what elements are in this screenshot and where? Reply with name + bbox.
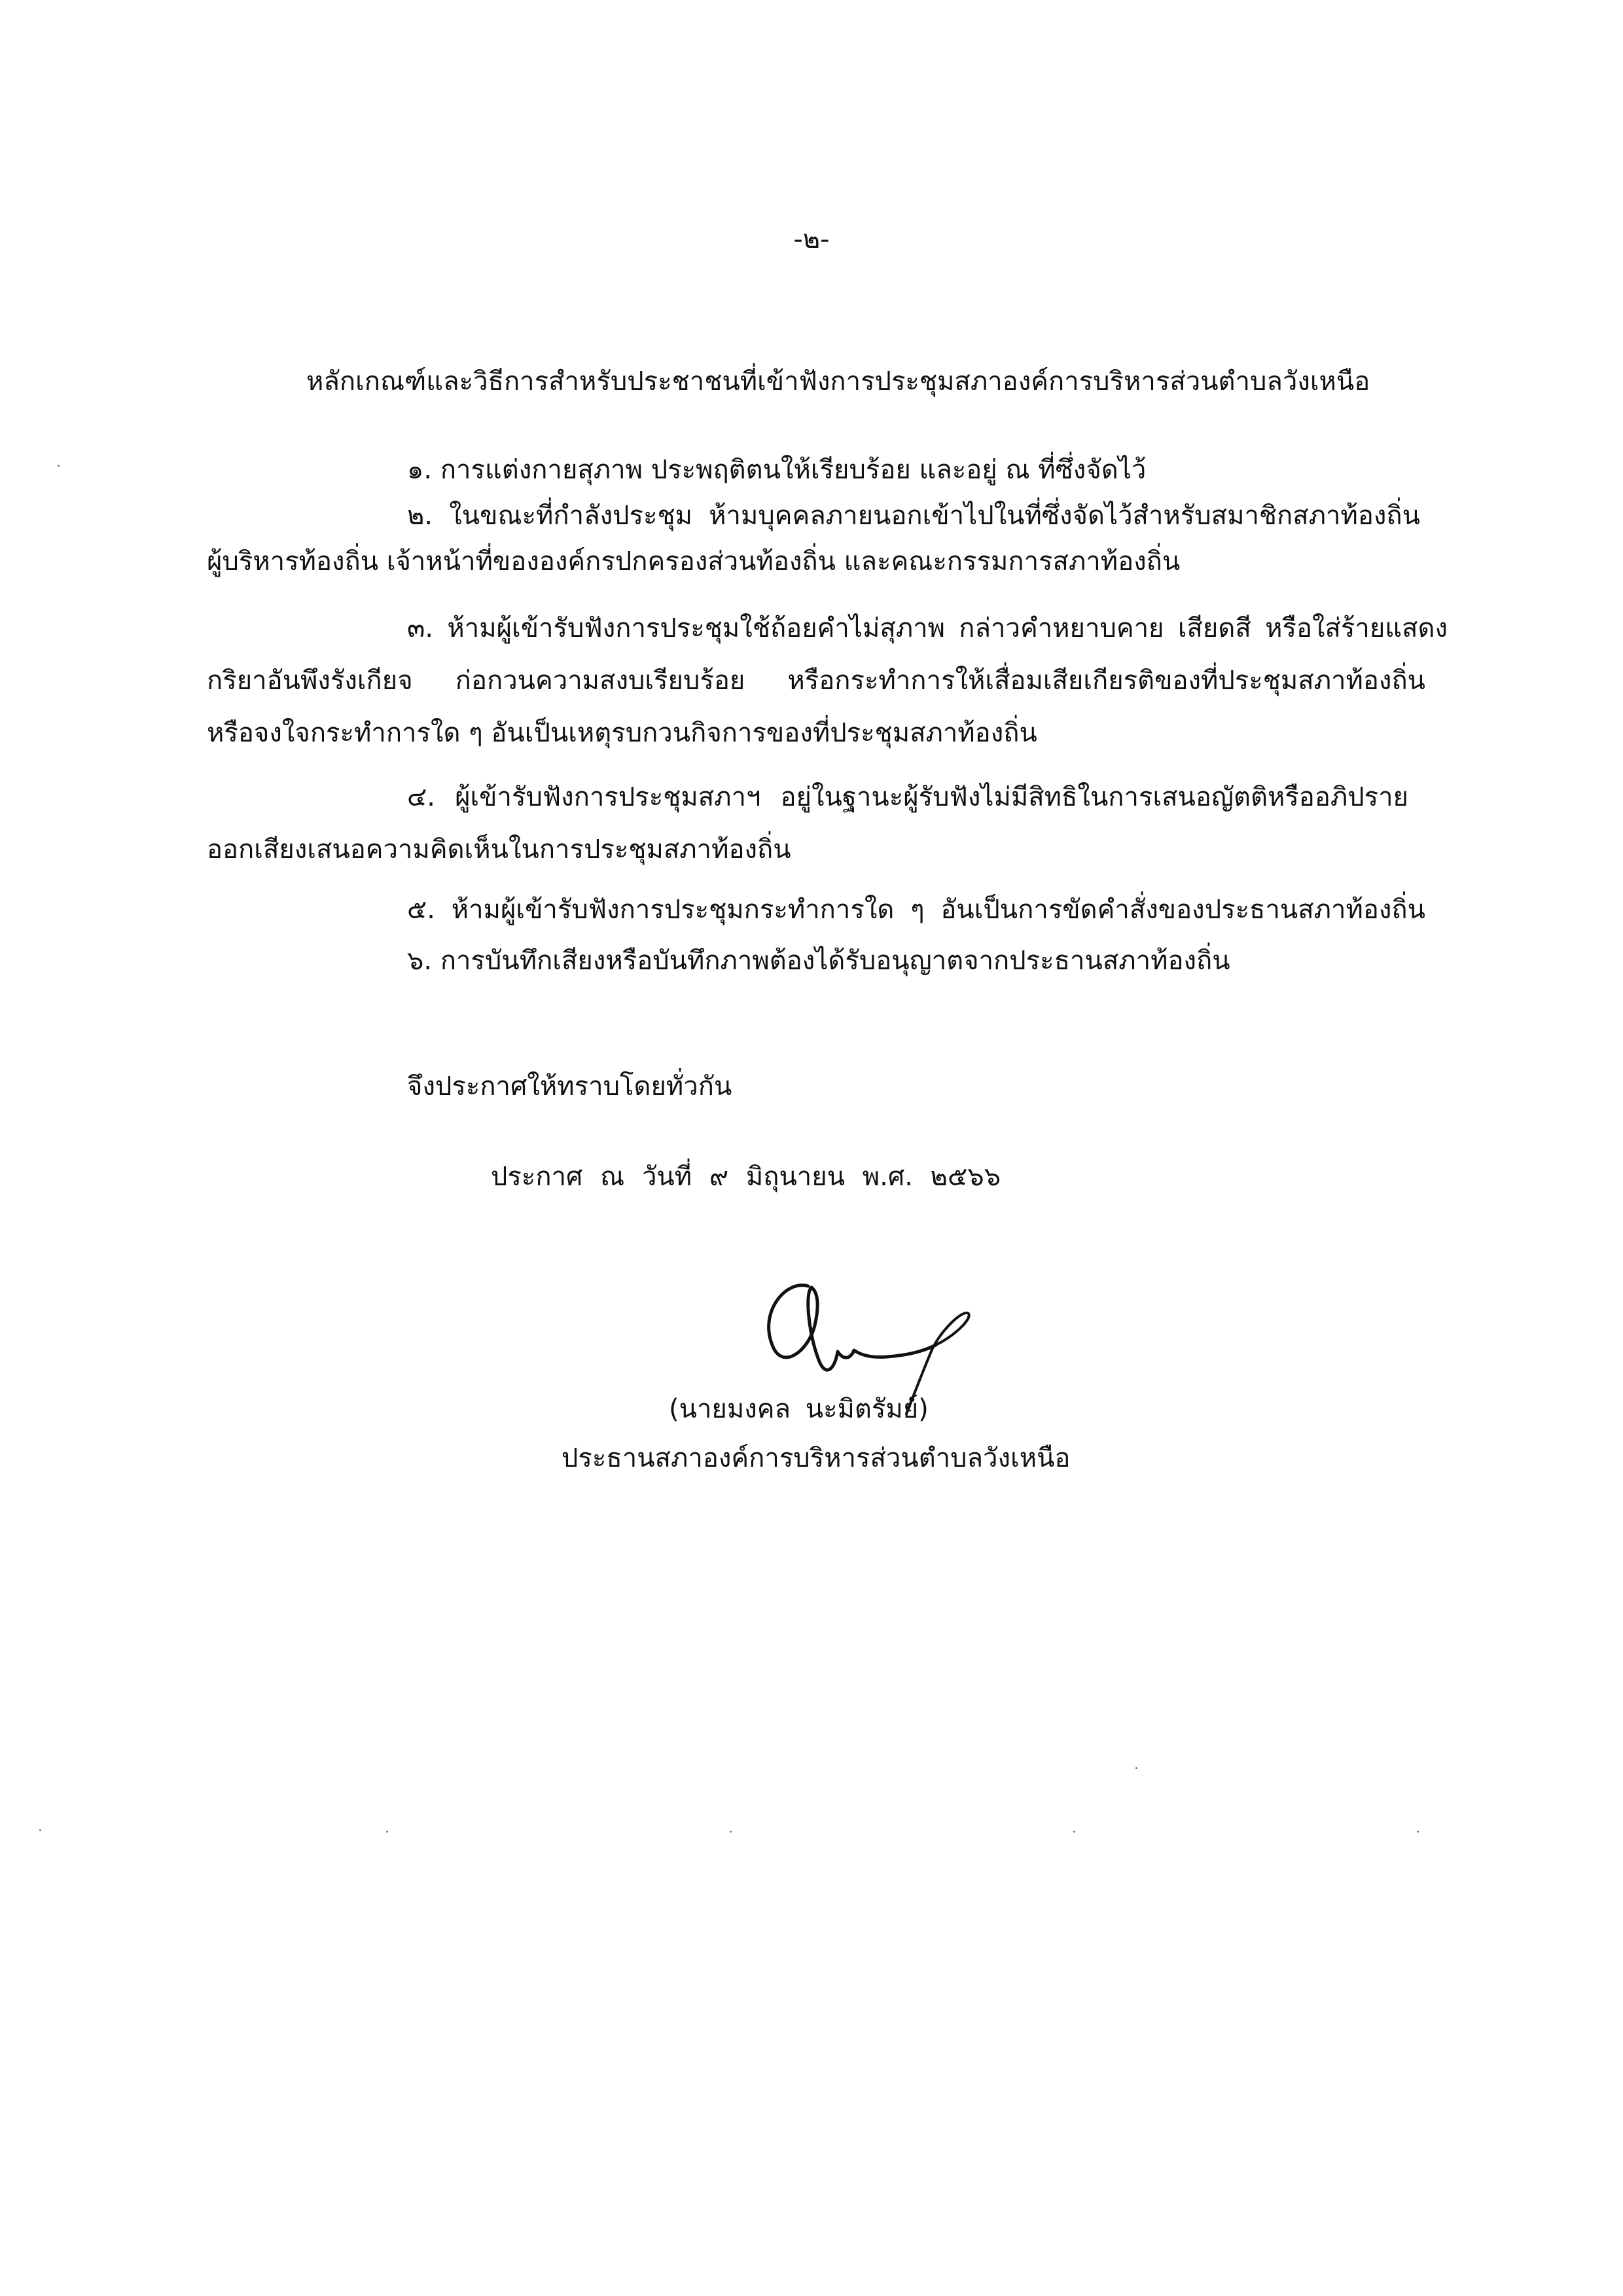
document-title: หลักเกณฑ์และวิธีการสำหรับประชาชนที่เข้าฟังการประชุมสภาองค์การบริหารส่วนตำบลวังเหนือ <box>306 367 1370 397</box>
rule-6-line-1: ๖. การบันทึกเสียงหรือบันทึกภาพต้องได้รับอนุญาตจากประธานสภาท้องถิ่น <box>407 946 1230 976</box>
page-number: -๒- <box>793 224 830 255</box>
rule-4-line-1: ๔. ผู้เข้ารับฟังการประชุมสภาฯ อยู่ในฐานะผู้รับฟังไม่มีสิทธิในการเสนอญัตติหรืออภิปราย <box>407 782 1408 812</box>
scan-speck <box>1135 1767 1137 1769</box>
scan-speck <box>1417 1831 1419 1833</box>
signer-name: (นายมงคล นะมิตรัมย์) <box>669 1394 929 1424</box>
rule-1-line-1: ๑. การแต่งกายสุภาพ ประพฤติตนให้เรียบร้อย และอยู่ ณ ที่ซึ่งจัดไว้ <box>407 455 1147 485</box>
rule-2-line-2: ผู้บริหารท้องถิ่น เจ้าหน้าที่ขององค์กรปกครองส่วนท้องถิ่น และคณะกรรมการสภาท้องถิ่น <box>207 547 1181 577</box>
rule-3-line-3: หรือจงใจกระทำการใด ๆ อันเป็นเหตุรบกวนกิจการของที่ประชุมสภาท้องถิ่น <box>207 718 1037 748</box>
announcement-date: ประกาศ ณ วันที่ ๙ มิถุนายน พ.ศ. ๒๕๖๖ <box>491 1162 1001 1192</box>
rule-3-line-1: ๓. ห้ามผู้เข้ารับฟังการประชุมใช้ถ้อยคำไม่สุภาพ กล่าวคำหยาบคาย เสียดสี หรือใส่ร้ายแสดง <box>407 613 1448 643</box>
rule-3-line-2: กริยาอันพึงรังเกียจ ก่อกวนความสงบเรียบร้อย หรือกระทำการให้เสื่อมเสียเกียรติของที่ประชุมสภาท้องถิ่น <box>207 666 1425 696</box>
scan-speck <box>39 1829 41 1831</box>
rule-4-line-2: ออกเสียงเสนอความคิดเห็นในการประชุมสภาท้องถิ่น <box>207 834 791 865</box>
scan-speck <box>386 1831 388 1833</box>
rule-5-line-1: ๕. ห้ามผู้เข้ารับฟังการประชุมกระทำการใด ๆ อันเป็นการขัดคำสั่งของประธานสภาท้องถิ่น <box>407 895 1425 925</box>
scan-speck <box>1073 1831 1075 1833</box>
scan-speck <box>730 1831 732 1833</box>
scan-speck <box>58 465 60 467</box>
rule-2-line-1: ๒. ในขณะที่กำลังประชุม ห้ามบุคคลภายนอกเข้าไปในที่ซึ่งจัดไว้สำหรับสมาชิกสภาท้องถิ่น <box>407 501 1420 531</box>
closing-statement: จึงประกาศให้ทราบโดยทั่วกัน <box>407 1071 732 1102</box>
signer-position: ประธานสภาองค์การบริหารส่วนตำบลวังเหนือ <box>562 1443 1071 1473</box>
